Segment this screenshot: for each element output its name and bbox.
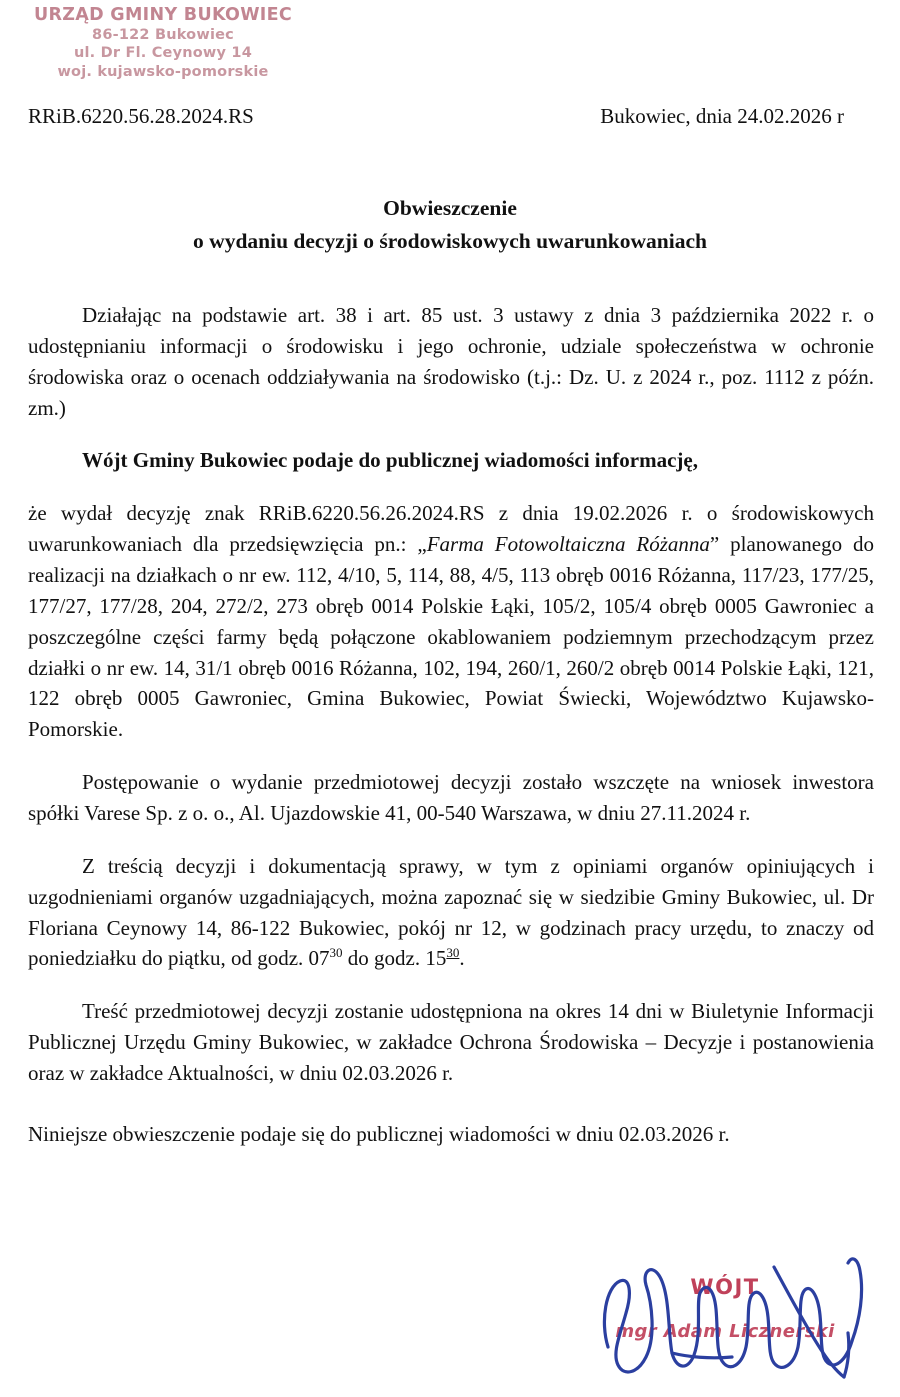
project-name: Farma Fotowoltaiczna Różanna	[426, 532, 710, 557]
quote-close: ”	[709, 532, 720, 557]
signature-title: WÓJT	[690, 1275, 760, 1299]
signature-block	[560, 1237, 890, 1397]
decision-text-part-2: planowanego do realizacji na działkach o nr ew. 112, 4/10, 5, 114, 88, 4/5, 113 obręb 0016 Różanna, 117/23, 177/25, 177/27, 177/28, 204, 272/2, 273 obręb 0014 Polskie Łąki, 105/2, 105/4 obręb 0005 Gawroniec a poszczególne części farmy będą połączone okablowaniem podziemnym przechodzącym przez działki o nr ew. 14, 31/1 obręb 0016 Różanna, 102, 194, 260/1, 260/2 obręb 0014 Polskie Łąki, 121, 122 obręb 0005 Gawroniec, Gmina Bukowiec, Powiat Świecki, Województwo Kujawsko-Pomorskie.	[28, 532, 874, 742]
hours-end-superscript: 30	[446, 945, 460, 961]
spacer	[28, 1111, 874, 1119]
paragraph-proceedings: Postępowanie o wydanie przedmiotowej decyzji zostało wszczęte na wniosek inwestora spółki Varese Sp. z o. o., Al. Ujazdowskie 41, 00-540 Warszawa, w dniu 27.11.2024 r.	[28, 770, 874, 826]
title-line-2: o wydaniu decyzji o środowiskowych uwarunkowaniach	[193, 229, 707, 254]
quote-open: „	[417, 532, 427, 557]
inspection-text-part-1: Z treścią decyzji i dokumentacją sprawy, w tym z opiniami organów opiniujących i uzgodnieniami organów uzgadniających, można zapoznać się w siedzibie Gminy Bukowiec, ul. Dr Floriana Ceynowy 14, 86-122 Bukowiec, pokój nr 12, w godzinach pracy urzędu, to znaczy od poniedziałku do piątku, od godz. 07	[28, 853, 874, 971]
page-title	[28, 192, 872, 259]
paragraph-final-notice: Niniejsze obwieszczenie podaje się do publicznej wiadomości w dniu 02.03.2026 r.	[28, 1121, 730, 1146]
office-stamp-region: woj. kujawsko-pomorskie	[57, 63, 269, 80]
title-line-1: Obwieszczenie	[383, 196, 517, 220]
reference-number: RRiB.6220.56.28.2024.RS	[28, 104, 254, 128]
paragraph-decision	[28, 498, 874, 745]
place-and-date: Bukowiec, dnia 24.02.2026 r	[600, 104, 844, 128]
announcement-heading: Wójt Gminy Bukowiec podaje do publicznej wiadomości informację,	[82, 448, 698, 473]
decision-text-part-1: że wydał decyzję znak RRiB.6220.56.26.2024.RS z dnia 19.02.2026 r. o środowiskowych uwarunkowaniach dla przedsięwzięcia pn.:	[28, 501, 874, 557]
inspection-text-part-3: .	[459, 946, 465, 971]
office-stamp	[28, 4, 298, 81]
office-stamp-name: URZĄD GMINY BUKOWIEC	[33, 5, 293, 25]
paragraph-inspection	[28, 851, 874, 974]
document-header	[28, 104, 872, 129]
inspection-text-part-2: do godz. 15	[342, 946, 447, 971]
paragraph-publication: Treść przedmiotowej decyzji zostanie udostępniona na okres 14 dni w Biuletynie Informacji Publicznej Urzędu Gminy Bukowiec, w zakładce Ochrona Środowiska – Decyzje i postanowienia oraz w zakładce Aktualności, w dniu 02.03.2026 r.	[28, 999, 874, 1086]
handwritten-signature	[560, 1237, 890, 1397]
office-stamp-street: ul. Dr Fl. Ceynowy 14	[73, 45, 252, 62]
office-stamp-postal: 86-122 Bukowiec	[92, 27, 234, 44]
hours-start-superscript: 30	[329, 945, 343, 961]
document-body	[28, 300, 874, 1172]
paragraph-legal-basis: Działając na podstawie art. 38 i art. 85 ust. 3 ustawy z dnia 3 października 2022 r. o udostępnianiu informacji o środowisku i jego ochronie, udziale społeczeństwa w ochronie środowiska oraz o ocenach oddziaływania na środowisko (t.j.: Dz. U. z 2024 r., poz. 1112 z późn. zm.)	[28, 303, 874, 420]
signature-name: mgr Adam Licznerski	[615, 1321, 835, 1342]
